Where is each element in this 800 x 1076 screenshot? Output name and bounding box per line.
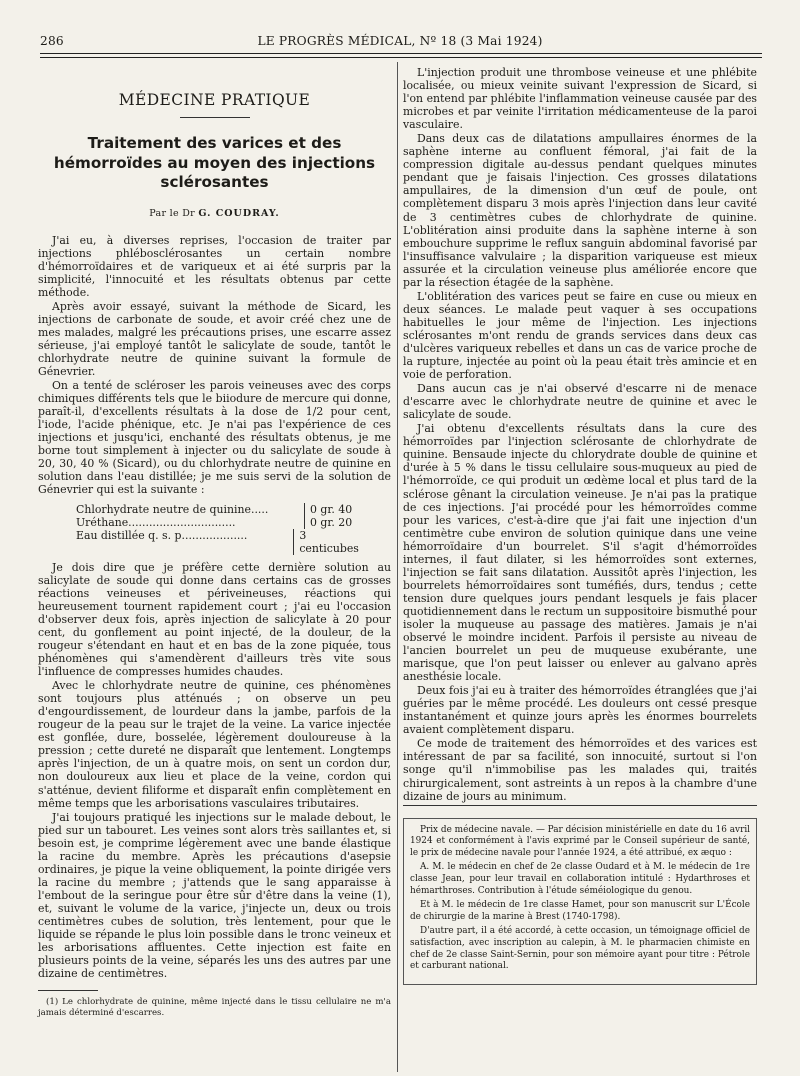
author-name: G. COUDRAY.: [198, 207, 280, 219]
box-paragraph: Prix de médecine navale. — Par décision ministérielle en date du 16 avril 1924 et conformément à l'avis exprimé par le Conseil supérieur de santé, le prix de médecine navale pour l'année 1924, a été attribué, ex æquo :: [410, 824, 750, 858]
author-prefix: Par le Dr: [149, 207, 195, 219]
section-heading: MÉDECINE PRATIQUE: [118, 91, 311, 109]
paragraph: Deux fois j'ai eu à traiter des hémorroïdes étranglées que j'ai guéries par le même procédé. Les douleurs ont cessé presque instantanément et quinze jours après les énormes bourrelets avaient complètement disparu.: [403, 684, 757, 737]
section-rule: [180, 117, 250, 118]
paragraph: L'oblitération des varices peut se faire en cuse ou mieux en deux séances. Le malade peut vaquer à ses occupations habituelles le jour même de l'injection. Les injections sclérosantes m'ont rendu de grands services dans deux cas d'ulcères variqueux rebelles et dans un cas de varice proche de la rupture, injectée au point où la peau était très amincie et en voie de perforation.: [403, 289, 757, 382]
paragraph: Dans deux cas de dilatations ampullaires énormes de la saphène interne au confluent fémoral, j'ai fait de la compression digitale au-dessus pendant quelques minutes pendant que je faisais l'injection. Ces grosses dilatations ampullaires, de la dimension d'un œuf de poule, ont complètement disparu 3 mois après l'injection dans leur cavité de 3 centimètres cubes de chlorhydrate de quinine. L'oblitération ainsi produite dans la saphène interne à son embouchure supprime le reflux sanguin abdominal favorisé par l'insuffisance valvulaire ; la disparition variqueuse est mieux assurée et la circulation veineuse plus améliorée encore que par la résection étagée de la saphène.: [403, 132, 757, 289]
paragraph: On a tenté de scléroser les parois veineuses avec des corps chimiques différents tels que le biiodure de mercure qui donne, paraît-il, d'excellents résultats à la dose de 1/2 pour cent, l'iode, l'acide phénique, etc. Je n'ai pas l'expérience de ces injections et jusqu'ici, enchanté des résultats obtenus, je me borne tout simplement à injecter ou du salicylate de soude à 20, 30, 40 % (Sicard), ou du chlorhydrate neutre de quinine en solution dans l'eau distillée; je me suis servi de la solution de Génevrier qui est la suivante :: [38, 379, 391, 497]
paragraph: J'ai toujours pratiqué les injections sur le malade debout, le pied sur un tabouret. Les veines sont alors très saillantes et, si besoin est, je comprime légèrement avec une bande élastique la racine du membre. Après les précautions d'asepsie ordinaires, je pique la veine obliquement, la pointe dirigée vers la racine du membre ; j'attends que le sang apparaisse à l'embout de la seringue pour être sûr d'être dans la veine (1), et, suivant le volume de la varice, j'injecte un, deux ou trois centimètres cubes de solution, très lentement, pour que le liquide se répande le plus loin possible dans le tronc veineux et les arborisations affluentes. Cette injection est faite en plusieurs points de la veine, séparés les uns des autres par une dizaine de centimètres.: [38, 810, 391, 981]
paragraph: Je dois dire que je préfère cette dernière solution au salicylate de soude qui donne dans certains cas de grosses réactions veineuses et périveineuses, réactions qui heureusement tournent rapidement court ; j'ai eu l'occasion d'observer deux fois, après injection de salicylate à 20 pour cent, du gonflement au point injecté, de la douleur, de la rougeur s'étendant en haut et en bas de la zone piquée, tous phénomènes qui s'amendèrent d'ailleurs très vite sous l'influence de compresses humides chaudes.: [38, 560, 391, 679]
formula-ingredient: Chlorhydrate neutre de quinine.....: [76, 503, 305, 516]
formula-quantity: 3 centicubes: [299, 528, 359, 555]
running-title: LE PROGRÈS MÉDICAL, Nº 18 (3 Mai 1924): [257, 34, 543, 48]
box-paragraph: Et à M. le médecin de 1re classe Hamet, pour son manuscrit sur L'École de chirurgie de la marine à Brest (1740-1798).: [410, 900, 750, 922]
formula-row: [76, 529, 366, 555]
page-number: 286: [40, 34, 64, 48]
formula-ingredient: Uréthane...............................: [76, 516, 305, 529]
announcement-box: [403, 818, 757, 985]
paragraph: L'injection produit une thrombose veineuse et une phlébite localisée, ou mieux veinite suivant l'expression de Sicard, si l'on entend par phlébite l'inflammation veineuse causée par des microbes et par veinite l'irritation médicamenteuse de la paroi vasculaire.: [403, 66, 757, 132]
box-paragraph: D'autre part, il a été accordé, à cette occasion, un témoignage officiel de satisfaction, avec inscription au calepin, à M. le pharmacien chimiste en chef de 2e classe Saint-Sernin, pour son mémoire ayant pour titre : Pétrole et carburant national.: [410, 926, 750, 972]
byline: [38, 207, 391, 220]
paragraph: Dans aucun cas je n'ai observé d'escarre ni de menace d'escarre avec le chlorhydrate neutre de quinine et avec le salicylate de soude.: [403, 382, 757, 422]
paragraph: Ce mode de traitement des hémorroïdes et des varices est intéressant de par sa facilité, son innocuité, surtout si l'on songe qu'il n'immobilise pas les malades qui, traités chirurgicalement, sont astreints à un repos à la chambre d'une dizaine de jours au minimum.: [403, 737, 757, 803]
formula-table: [76, 503, 366, 555]
formula-quantity: 0 gr. 40: [310, 502, 353, 516]
paragraph: J'ai eu, à diverses reprises, l'occasion de traiter par injections phlébosclérosantes un certain nombre d'hémorroïdaires et de variqueux et ai été surpris par la simplicité, l'innocuité et les résultats obtenus par cette méthode.: [38, 233, 391, 299]
footnote-rule: [38, 990, 98, 991]
footnote: (1) Le chlorhydrate de quinine, même injecté dans le tissu cellulaire ne m'a jamais déterminé d'escarres.: [38, 997, 391, 1018]
right-column: [403, 66, 757, 985]
header-rule-thin: [40, 57, 762, 58]
formula-row: [76, 516, 366, 529]
formula-quantity: 0 gr. 20: [310, 515, 353, 529]
paragraph: Avec le chlorhydrate neutre de quinine, ces phénomènes sont toujours plus atténués ; on observe un peu d'engourdissement, de lourdeur dans la jambe, parfois de la rougeur de la peau sur le trajet de la veine. La varice injectée est gonflée, dure, bosselée, légèrement douloureuse à la pression ; cette dureté ne disparaît que lentement. Longtemps après l'injection, de un à quatre mois, on sent un cordon dur, non douloureux aux lieu et place de la veine, cordon qui s'atténue, devient filiforme et disparaît enfin complètement en même temps que les arborisations vasculaires tributaires.: [38, 679, 391, 810]
box-top-rule: [403, 805, 757, 806]
box-paragraph: A. M. le médecin en chef de 2e classe Oudard et à M. le médecin de 1re classe Jean, pour leur travail en collaboration intitulé : Hydarthroses et hémarthroses. Contribution à l'étude séméiologique du genou.: [410, 862, 750, 896]
header-rule-thick: [40, 53, 762, 54]
article-title: Traitement des varices et des hémorroïdes au moyen des injections sclérosantes: [53, 134, 376, 192]
formula-ingredient: Eau distillée q. s. p...................: [76, 529, 294, 555]
paragraph: J'ai obtenu d'excellents résultats dans la cure des hémorroïdes par l'injection sclérosante de chlorhydrate de quinine. Bensaude injecte du chlorydrate double de quinine et d'urée à 5 % dans le tissu cellulaire sous-muqueux au pied de l'hémorroïde, ce qui produit un œdème local et plus tard de la sclérose gênant la circulation veineuse. Je n'ai pas la pratique de ces injections. J'ai procédé pour les hémorroïdes comme pour les varices, c'est-à-dire que j'ai fait une injection d'un centimètre cube environ de solution quinique dans une veine hémorroïdaire d'un bourrelet. S'il s'agit d'hémorroïdes internes, il faut dilater, si les hémorroïdes sont externes, l'injection se fait sans dilatation. Aussitôt après l'injection, les bourrelets hémorroïdaires sont tuméfiés, durs, tendus ; cette tension dure quelques jours pendant lesquels je fais placer quotidiennement dans le rectum un suppositoire bismuthé pour isoler la muqueuse au passage des matières. Jamais je n'ai observé le moindre incident. Parfois il persiste au niveau de l'ancien bourrelet un peu de muqueuse exubérante, une marisque, que l'on peut laisser ou enlever au galvano après anesthésie locale.: [403, 422, 757, 684]
column-separator: [397, 62, 398, 1072]
formula-row: [76, 503, 366, 516]
left-column: [38, 66, 391, 1018]
paragraph: Après avoir essayé, suivant la méthode de Sicard, les injections de carbonate de soude, et avoir créé chez une de mes malades, malgré les précautions prises, une escarre assez sérieuse, j'ai employé tantôt le salicylate de soude, tantôt le chlorhydrate neutre de quinine suivant la formule de Génevrier.: [38, 299, 391, 379]
